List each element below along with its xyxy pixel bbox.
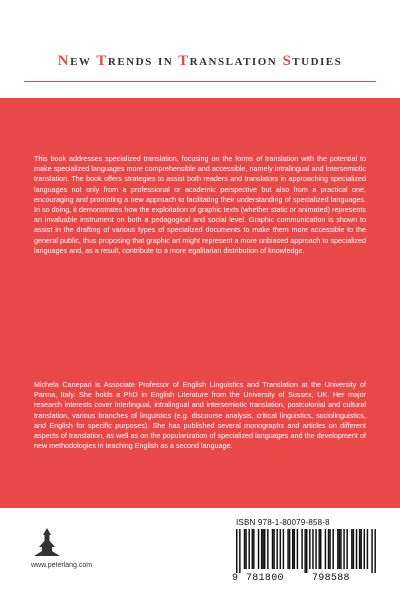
barcode-bar xyxy=(339,529,340,569)
barcode-bar xyxy=(239,529,240,573)
barcode-bar xyxy=(328,529,329,569)
series-rule xyxy=(24,81,376,82)
barcode-bar xyxy=(292,529,293,569)
barcode-bar xyxy=(294,529,295,569)
barcode-bar xyxy=(287,529,288,569)
barcode-bar xyxy=(343,529,344,569)
barcode-bar xyxy=(351,529,352,569)
barcode-bar xyxy=(332,529,333,569)
publisher-url[interactable]: www.peterlang.com xyxy=(31,562,93,569)
barcode xyxy=(236,529,376,573)
peter-lang-tower-icon xyxy=(32,527,62,557)
series-word: Studies xyxy=(282,53,343,69)
barcode-bar xyxy=(276,529,277,569)
barcode-bar xyxy=(289,529,290,569)
barcode-bar xyxy=(273,529,274,569)
barcode-bar xyxy=(315,529,316,569)
barcode-bar xyxy=(283,529,284,569)
barcode-bar xyxy=(371,529,372,573)
barcode-bar xyxy=(272,529,273,569)
barcode-bar xyxy=(356,529,357,569)
barcode-bar xyxy=(359,529,360,569)
barcode-bar xyxy=(262,529,263,569)
barcode-bar xyxy=(364,529,365,569)
barcode-bar xyxy=(248,529,249,569)
barcode-bar xyxy=(374,529,375,573)
barcode-bar xyxy=(297,529,298,569)
barcode-bar xyxy=(353,529,354,569)
barcode-bar xyxy=(325,529,326,569)
barcode-bar xyxy=(304,529,305,573)
series-word: Trends in xyxy=(96,53,179,69)
barcode-bar xyxy=(360,529,361,569)
barcode-bar xyxy=(318,529,319,569)
barcode-bar xyxy=(340,529,341,569)
barcode-bar xyxy=(244,529,245,569)
barcode-bar xyxy=(236,529,237,573)
barcode-digit-first: 9 xyxy=(232,573,239,584)
barcode-bar xyxy=(258,529,259,569)
series-word: Translation xyxy=(178,53,283,69)
barcode-digits-left: 781800 xyxy=(246,573,284,584)
barcode-bar xyxy=(337,529,338,569)
barcode-bar xyxy=(264,529,265,569)
series-word: New xyxy=(57,53,97,69)
series-band xyxy=(0,0,400,98)
barcode-bar xyxy=(252,529,253,569)
series-title xyxy=(24,53,376,70)
barcode-bar xyxy=(320,529,321,569)
book-description: This book addresses specialized translation, focusing on the forms of translation with the potential to make specialized languages more comprehensible and accessible, namely intralingual and intersemiotic translation. The book offers strategies to assist both readers and translators in approaching specialized languages not only from a professional or academic perspective but also from a practical one, encouraging and promoting a new approach to facilitating their understanding of specialized languages. In so doing, it demonstrates how the exploitation of graphic texts (whether static or animated) represents an invaluable instrument on both a pedagogical and social level. Graphic communication is shown to assist in the drafting of various types of specialized documents to make them more accessible to the general public, thus proposing that graphic art might represent a more unbiased approach to specialized languages and, as a result, contribute to a more egalitarian distribution of knowledge. xyxy=(34,154,366,255)
barcode-bar xyxy=(312,529,313,569)
barcode-bar xyxy=(261,529,262,569)
barcode-bar xyxy=(253,529,254,569)
barcode-bar xyxy=(245,529,246,569)
isbn-label: ISBN 978-1-80079-858-8 xyxy=(236,518,330,527)
barcode-digits-right: 798588 xyxy=(312,573,350,584)
barcode-bar xyxy=(309,529,310,569)
barcode-bar xyxy=(301,529,302,569)
barcode-bar xyxy=(329,529,330,569)
barcode-bar xyxy=(346,529,347,569)
author-bio: Michela Canepari is Associate Professor of English Linguistics and Translation at the University of Parma, Italy. She holds a PhD in English Literature from the University of Sussex, UK. Her major research interests cover interlingual, intralingual and intersemiotic translation, postcolonial and cultural translation, various branches of linguistics (e.g. discourse analysis, critical linguistics, sociolinguistics, and English for specific purposes). She has published several monographs and articles on different aspects of translation, as well as on the popularization of specialized languages and the development of new methodologies in teaching English as a second language. xyxy=(34,380,366,451)
barcode-bar xyxy=(280,529,281,569)
barcode-bar xyxy=(367,529,368,569)
barcode-bar xyxy=(306,529,307,573)
barcode-bar xyxy=(267,529,268,569)
